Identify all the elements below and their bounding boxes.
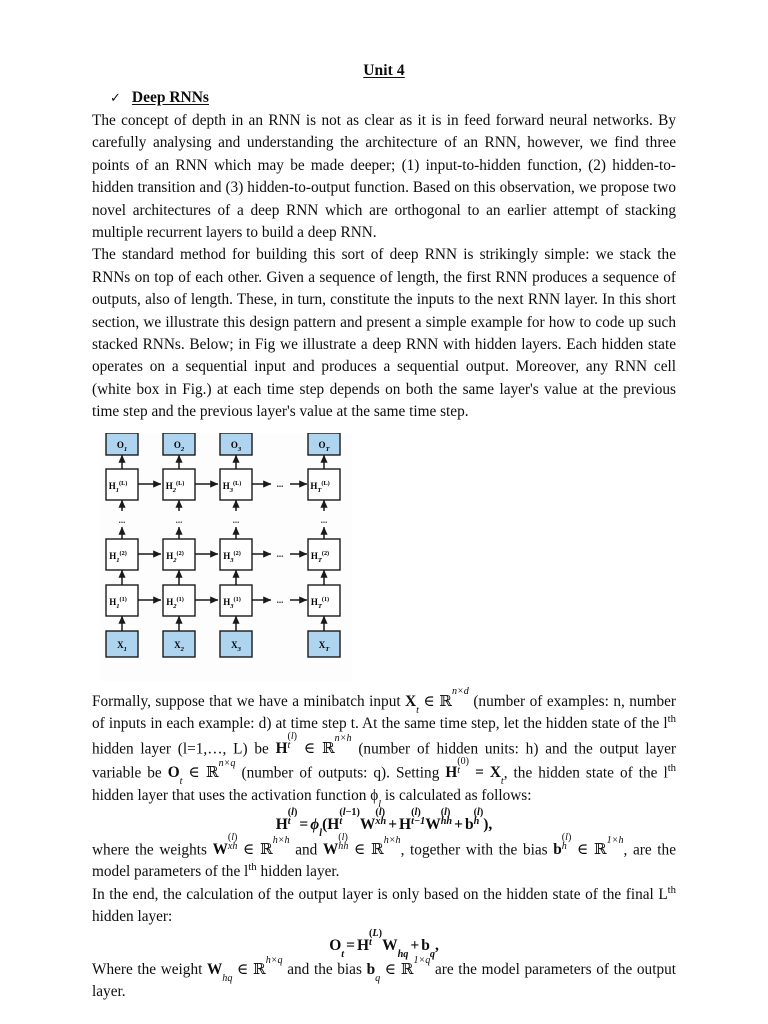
ellipsis-h2-row: ... <box>276 548 284 559</box>
equation-output-layer-body: $O_t= H$ (L) t $W_{hq}+ b_q$, <box>329 928 439 961</box>
eq-plus-2: + <box>454 815 463 833</box>
ordinal-th-1: th <box>667 713 676 725</box>
node-label-output-3: $O_3$ <box>230 439 242 453</box>
math-X-t: $X_t$ ∈ ℝ$^{n\times d}$ <box>405 686 469 716</box>
node-label-h1-1: $H_1^{(1)}$ <box>109 595 127 610</box>
formal-text-e: (number of outputs: q). Setting <box>235 764 446 782</box>
where-text-c: , together with the bias <box>400 841 554 858</box>
paragraph-formal-definition <box>92 686 677 810</box>
out-text-a: Where the weight <box>92 961 207 979</box>
eq-plus-3: + <box>410 937 420 955</box>
end-text-b: hidden layer: <box>92 908 173 926</box>
node-label-h2-T: $H_T^{(2)}$ <box>310 549 330 564</box>
formal-text-h: is calculated as follows: <box>381 786 532 804</box>
section-heading <box>110 89 676 107</box>
node-label-input-2: $X_2$ <box>174 639 184 653</box>
math-b-h: b (l) h ∈ ℝ$^{1\times h}$ <box>553 832 624 858</box>
node-label-h2-2: $H_2^{(2)}$ <box>166 549 184 564</box>
node-label-input-T: $X_T$ <box>318 639 330 653</box>
deep-rnn-svg <box>100 433 352 681</box>
math-dim-1xh: 1×h <box>606 834 624 846</box>
node-label-input-3: $X_3$ <box>231 639 241 653</box>
math-dim-nxq: n×q <box>218 758 236 770</box>
formal-text-f: , the hidden state of the l <box>503 764 668 782</box>
math-in-8: ∈ <box>384 961 397 979</box>
section-heading-label: Deep RNNs <box>131 89 209 106</box>
eq-rparen: ) <box>483 815 489 833</box>
eq-comma-2: , <box>434 937 439 955</box>
equation-hidden-state <box>92 806 676 839</box>
eq-equals-2: = <box>346 937 355 955</box>
where-text-e: hidden layer. <box>256 863 340 881</box>
node-label-h1-3: $H_3^{(1)}$ <box>223 595 241 610</box>
math-W-xh: W (l) xh ∈ ℝ$^{h\times h}$ <box>212 832 290 858</box>
node-label-output-1: $O_1$ <box>116 439 128 453</box>
math-dim-hxh-2: h×h <box>383 834 401 846</box>
page-title-text: Unit 4 <box>363 62 405 79</box>
math-H-t-0-eq-X-t: H (0) t = $X_t$ <box>445 755 504 788</box>
page-content <box>92 62 676 1004</box>
paragraph-output-parameters <box>92 954 677 1004</box>
node-label-output-T: $O_T$ <box>318 439 330 453</box>
node-label-h2-1: $H_1^{(2)}$ <box>109 549 127 564</box>
node-label-hL-2: $H_2^{(L)}$ <box>165 479 185 494</box>
math-H-t-l: H (l) t ∈ ℝ$^{n\times h}$ <box>275 731 352 757</box>
math-equals-1: = <box>475 764 484 782</box>
where-text-a: where the weights <box>92 841 213 858</box>
formal-text-c: hidden layer (l=1,…, L) be <box>92 739 276 757</box>
math-in-3: ∈ <box>188 764 200 782</box>
math-reals-2: ℝ <box>321 738 335 757</box>
math-in-7: ∈ <box>237 961 249 979</box>
ellipsis-h1-row: ... <box>276 594 284 605</box>
math-dim-1xq: 1×q <box>413 954 431 966</box>
math-b-q: $b_q$ ∈ ℝ$^{1\times q}$ <box>366 954 431 984</box>
math-in-4: ∈ <box>243 841 255 858</box>
math-reals-5: ℝ <box>370 840 384 858</box>
math-W-hq: $W_{hq}$ ∈ ℝ$^{h\times q}$ <box>207 954 283 984</box>
ordinal-th-4: th <box>667 883 676 896</box>
eq-equals-1: = <box>299 815 309 833</box>
eq-comma-1: , <box>488 815 493 833</box>
ellipsis-vertical-col1: ... <box>118 514 126 525</box>
paragraph-output-intro <box>92 884 676 929</box>
node-label-input-1: $X_1$ <box>117 639 127 653</box>
node-label-h2-3: $H_3^{(2)}$ <box>223 549 241 564</box>
page-title <box>92 62 676 80</box>
formal-text-d: (number of hidden units: h) and the output layer variable be <box>92 739 677 782</box>
math-reals-6: ℝ <box>593 840 607 858</box>
math-dim-hxq: h×q <box>265 954 283 966</box>
eq-plus-1: + <box>388 815 398 833</box>
where-text-d: , are the model parameters of the l <box>92 841 676 881</box>
checkmark-icon: ✓ <box>110 90 121 105</box>
paragraph-weights-description <box>92 832 676 884</box>
math-in-2: ∈ <box>303 739 316 757</box>
deep-rnn-diagram <box>100 433 352 681</box>
paragraph-standard-method: The standard method for building this sort of deep RNN is strikingly simple: we stack the RNNs on top of each other. Given a sequence of length, the first RNN produces a sequence of outputs, also of length. These, in turn, constitute the inputs to the next RNN layer. In this short section, we illustrate this design pattern and present a simple example for how to code up such stacked RNNs. Below; in Fig we illustrate a deep RNN with hidden layers. Each hidden state operates on a sequential input and produces a sequential output. Moreover, any RNN cell (white box in Fig.) at each time step depends on both the same layer's value at the previous time step and the previous layer's value at the same time step. <box>92 246 676 421</box>
node-label-hL-T: $H_T^{(L)}$ <box>310 479 330 494</box>
node-label-output-2: $O_2$ <box>173 439 185 453</box>
node-label-h1-T: $H_T^{(1)}$ <box>310 595 330 610</box>
math-W-hh: W (l) hh ∈ ℝ$^{h\times h}$ <box>322 832 401 858</box>
math-reals-3: ℝ <box>205 763 219 782</box>
node-label-h1-2: $H_2^{(1)}$ <box>166 595 184 610</box>
ellipsis-vertical-colT: ... <box>320 514 328 525</box>
math-in-6: ∈ <box>576 841 589 858</box>
ellipsis-vertical-col2: ... <box>175 514 183 525</box>
ellipsis-hL-row: ... <box>276 478 284 489</box>
node-label-hL-3: $H_3^{(L)}$ <box>222 479 242 494</box>
math-in-5: ∈ <box>354 841 366 858</box>
math-reals-8: ℝ <box>400 960 414 979</box>
math-reals-4: ℝ <box>260 840 273 858</box>
math-dim-hxh-1: h×h <box>272 834 290 846</box>
paragraph-intro: The concept of depth in an RNN is not as clear as it is in feed forward neural networks. By carefully analysing and understanding the architecture of an RNN, however, we find three points of an RNN which may be made deeper; (1) input-to-hidden function, (2) hidden-to-hidden transition and (3) hidden-to-output function. Based on this observation, we propose two novel architectures of a deep RNN which are orthogonal to an earlier attempt of stacking multiple recurrent layers to build a deep RNN. <box>92 112 676 242</box>
out-text-c: are the model parameters of the output layer. <box>92 961 677 1001</box>
math-O-t: $O_t$ ∈ ℝ$^{n\times q}$ <box>167 758 236 788</box>
math-dim-nxd: n×d <box>451 686 469 698</box>
ellipsis-vertical-col3: ... <box>232 514 240 525</box>
math-in-1: ∈ <box>423 692 435 710</box>
ordinal-th-2: th <box>667 762 677 775</box>
where-text-b: and <box>289 841 323 858</box>
math-phi-subscript: l <box>378 798 382 810</box>
out-text-b: and the bias <box>282 961 367 979</box>
math-reals-1: ℝ <box>439 691 452 710</box>
eq-lparen: ( <box>322 815 328 833</box>
figure-deep-rnn <box>92 433 676 681</box>
ordinal-th-3: th <box>248 861 257 874</box>
node-label-hL-1: $H_1^{(L)}$ <box>108 479 128 494</box>
math-reals-7: ℝ <box>252 960 266 979</box>
formal-text-a: Formally, suppose that we have a minibatch input <box>92 692 406 710</box>
end-text-a: In the end, the calculation of the output layer is only based on the hidden state of the final L <box>92 885 668 903</box>
formal-text-b: (number of examples: n, number of inputs in each example: d) at time step t. At the same time step, let the hidden state of the l <box>92 692 677 733</box>
equation-hidden-state-body: H (l) t = $\phi_l(H$ (l−1) t W (l) xh + H (l) t−1 W (l) hh + b (l) h ), <box>275 806 493 839</box>
math-dim-nxh: n×h <box>334 733 352 745</box>
formal-text-g: hidden layer that uses the activation function ϕ <box>92 786 379 804</box>
